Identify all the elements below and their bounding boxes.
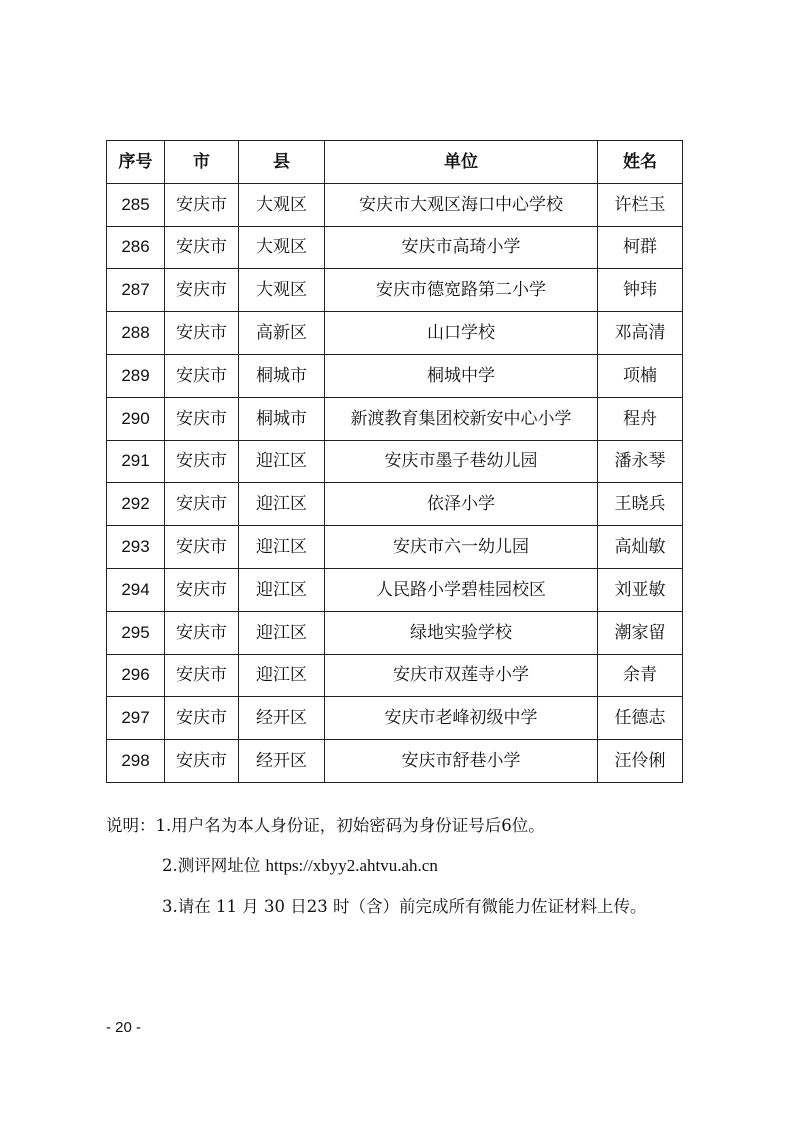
cell-county: 高新区: [239, 312, 325, 355]
evaluation-url: https://xbyy2.ahtvu.ah.cn: [265, 856, 438, 875]
cell-city: 安庆市: [165, 697, 239, 740]
cell-index: 289: [107, 354, 165, 397]
cell-county: 大观区: [239, 226, 325, 269]
cell-unit: 新渡教育集团校新安中心小学: [325, 397, 598, 440]
cell-unit: 人民路小学碧桂园校区: [325, 568, 598, 611]
cell-county: 迎江区: [239, 440, 325, 483]
cell-index: 290: [107, 397, 165, 440]
cell-city: 安庆市: [165, 740, 239, 783]
note-line-3: 3.请在 11 月 30 日23 时（含）前完成所有微能力佐证材料上传。: [162, 897, 647, 916]
cell-unit: 安庆市大观区海口中心学校: [325, 183, 598, 226]
cell-name: 汪伶俐: [598, 740, 683, 783]
cell-index: 285: [107, 183, 165, 226]
table-row: [107, 183, 683, 226]
cell-index: 295: [107, 611, 165, 654]
cell-county: 经开区: [239, 740, 325, 783]
cell-county: 迎江区: [239, 611, 325, 654]
header-county: 县: [239, 141, 325, 184]
cell-county: 桐城市: [239, 397, 325, 440]
header-name: 姓名: [598, 141, 683, 184]
cell-unit: 安庆市高琦小学: [325, 226, 598, 269]
cell-name: 任德志: [598, 697, 683, 740]
cell-name: 许栏玉: [598, 183, 683, 226]
cell-county: 迎江区: [239, 483, 325, 526]
cell-name: 刘亚敏: [598, 568, 683, 611]
cell-index: 294: [107, 568, 165, 611]
cell-index: 297: [107, 697, 165, 740]
table-row: [107, 740, 683, 783]
cell-name: 王晓兵: [598, 483, 683, 526]
table-header-row: [107, 141, 683, 184]
table-row: [107, 397, 683, 440]
cell-unit: 绿地实验学校: [325, 611, 598, 654]
page-number: - 20 -: [106, 1019, 142, 1036]
cell-name: 余青: [598, 654, 683, 697]
cell-name: 高灿敏: [598, 526, 683, 569]
cell-index: 286: [107, 226, 165, 269]
cell-index: 296: [107, 654, 165, 697]
cell-city: 安庆市: [165, 526, 239, 569]
cell-county: 迎江区: [239, 526, 325, 569]
cell-city: 安庆市: [165, 483, 239, 526]
cell-unit: 安庆市墨子巷幼儿园: [325, 440, 598, 483]
cell-name: 钟玮: [598, 269, 683, 312]
cell-county: 经开区: [239, 697, 325, 740]
cell-city: 安庆市: [165, 440, 239, 483]
table-row: [107, 568, 683, 611]
cell-unit: 安庆市老峰初级中学: [325, 697, 598, 740]
note-line-2-label: 2.测评网址位: [162, 856, 261, 875]
table-row: [107, 312, 683, 355]
table-row: [107, 654, 683, 697]
table-row: [107, 440, 683, 483]
cell-name: 项楠: [598, 354, 683, 397]
cell-city: 安庆市: [165, 354, 239, 397]
cell-unit: 桐城中学: [325, 354, 598, 397]
table-row: [107, 483, 683, 526]
cell-city: 安庆市: [165, 397, 239, 440]
cell-unit: 依泽小学: [325, 483, 598, 526]
table-row: [107, 269, 683, 312]
cell-name: 潘永琴: [598, 440, 683, 483]
cell-index: 298: [107, 740, 165, 783]
cell-unit: 安庆市六一幼儿园: [325, 526, 598, 569]
cell-name: 程舟: [598, 397, 683, 440]
cell-index: 288: [107, 312, 165, 355]
cell-index: 287: [107, 269, 165, 312]
table-row: [107, 226, 683, 269]
table-row: [107, 697, 683, 740]
note-line-1: 说明：1.用户名为本人身份证，初始密码为身份证号后6位。: [106, 816, 545, 835]
cell-county: 桐城市: [239, 354, 325, 397]
note-line-2: [162, 856, 438, 876]
cell-index: 292: [107, 483, 165, 526]
header-unit: 单位: [325, 141, 598, 184]
cell-index: 293: [107, 526, 165, 569]
cell-unit: 山口学校: [325, 312, 598, 355]
table-body: [107, 183, 683, 782]
cell-index: 291: [107, 440, 165, 483]
cell-county: 大观区: [239, 183, 325, 226]
cell-city: 安庆市: [165, 269, 239, 312]
cell-city: 安庆市: [165, 568, 239, 611]
header-index: 序号: [107, 141, 165, 184]
cell-county: 迎江区: [239, 654, 325, 697]
cell-city: 安庆市: [165, 611, 239, 654]
cell-name: 潮家留: [598, 611, 683, 654]
cell-unit: 安庆市舒巷小学: [325, 740, 598, 783]
cell-name: 邓高清: [598, 312, 683, 355]
header-city: 市: [165, 141, 239, 184]
cell-city: 安庆市: [165, 226, 239, 269]
cell-city: 安庆市: [165, 312, 239, 355]
cell-unit: 安庆市双莲寺小学: [325, 654, 598, 697]
cell-unit: 安庆市德宽路第二小学: [325, 269, 598, 312]
cell-name: 柯群: [598, 226, 683, 269]
cell-county: 大观区: [239, 269, 325, 312]
table-row: [107, 526, 683, 569]
cell-city: 安庆市: [165, 654, 239, 697]
cell-county: 迎江区: [239, 568, 325, 611]
roster-table: [106, 140, 683, 783]
cell-city: 安庆市: [165, 183, 239, 226]
table-row: [107, 354, 683, 397]
table-row: [107, 611, 683, 654]
